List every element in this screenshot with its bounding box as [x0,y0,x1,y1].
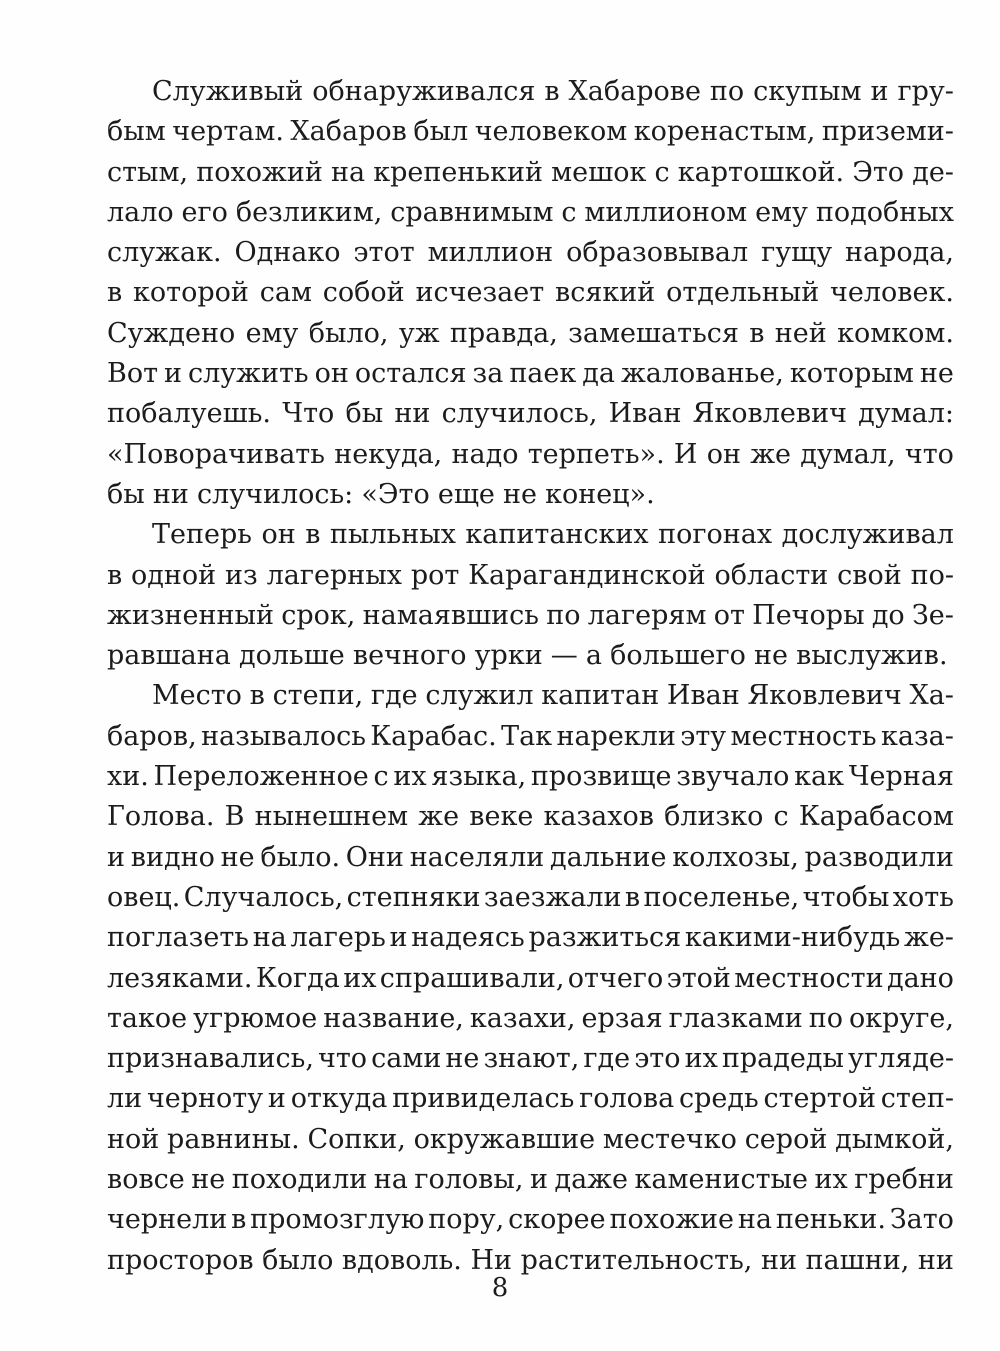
text-line: Голова. В нынешнем же веке казахов близко с Карабасом [107,801,954,833]
text-line: просторов было вдоволь. Ни растительность, ни пашни, ни [107,1244,954,1276]
text-line: вовсе не походили на головы, и даже каменистые их гребни [107,1164,954,1196]
text-line: «Поворачивать некуда, надо терпеть». И он же думал, что [107,438,954,470]
text-line: Суждено ему было, уж правда, замешаться в ней комком. [107,317,954,349]
text-line: в которой сам собой исчезает всякий отдельный человек. [107,277,954,309]
text-line: ли черноту и откуда привиделась голова средь стертой степ- [107,1083,954,1115]
text-line: ной равнины. Сопки, окружавшие местечко серой дымкой, [107,1123,954,1155]
text-line: поглазеть на лагерь и надеясь разжиться какими-нибудь же- [107,922,954,954]
text-line: такое угрюмое название, казахи, ерзая глазками по округе, [107,1002,954,1034]
text-line: и видно не было. Они населяли дальние колхозы, разводили [107,841,954,873]
text-line: жизненный срок, намаявшись по лагерям от Печоры до Зе- [107,599,954,631]
text-line: чернели в промозглую пору, скорее похожие на пеньки. Зато [107,1204,954,1236]
text-line: бы ни случилось: «Это еще не конец». [107,478,655,510]
text-line: Служивый обнаруживался в Хабарове по скупым и гру- [152,76,954,107]
text-line: равшана дольше вечного урки — а большего не выслужив. [107,640,948,672]
text-line: хи. Переложенное с их языка, прозвище звучало как Черная [107,761,954,793]
text-line: лало его безликим, сравнимым с миллионом ему подобных [107,196,954,228]
page-number: 8 [491,1273,509,1303]
text-line: бым чертам. Хабаров был человеком коренастым, приземи- [107,116,954,148]
text-line: служак. Однако этот миллион образовывал гущу народа, [107,237,954,269]
text-line: стым, похожий на крепенький мешок с картошкой. Это де- [107,156,954,188]
body-text [107,72,954,1281]
text-line: Теперь он в пыльных капитанских погонах дослуживал [152,519,954,551]
text-line: Место в степи, где служил капитан Иван Яковлевич Ха- [152,680,954,712]
text-line: баров, называлось Карабас. Так нарекли эту местность каза- [107,720,954,752]
text-line: в одной из лагерных рот Карагандинской области свой по- [107,559,954,591]
text-line: Вот и служить он остался за паек да жалованье, которым не [107,358,954,390]
text-line: признавались, что сами не знают, где это их прадеды угляде- [107,1043,954,1075]
text-line: овец. Случалось, степняки заезжали в поселенье, чтобы хоть [107,881,954,913]
text-line: побалуешь. Что бы ни случилось, Иван Яковлевич думал: [107,398,954,430]
text-line: лезяками. Когда их спрашивали, отчего этой местности дано [107,962,954,994]
